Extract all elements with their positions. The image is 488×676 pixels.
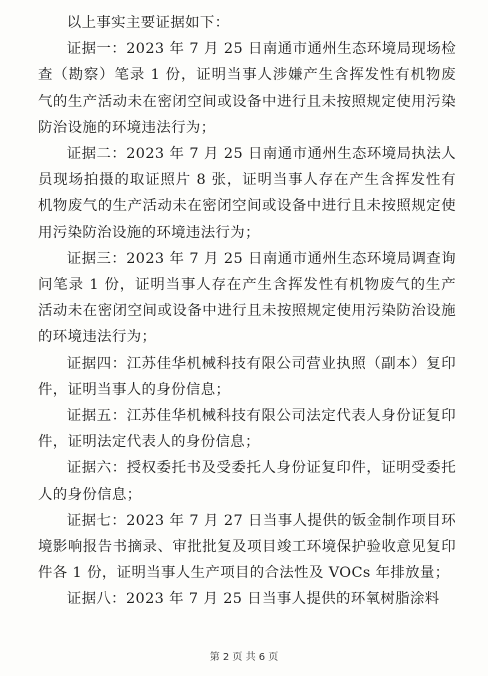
evidence-item-8: 证据八：2023 年 7 月 25 日当事人提供的环氧树脂涂料 bbox=[66, 591, 440, 608]
evidence-item-5: 证据五：江苏佳华机械科技有限公司法定代表人身份证复印件，证明法定代表人的身份信息； bbox=[38, 408, 456, 451]
evidence-item-7: 证据七：2023 年 7 月 27 日当事人提供的钣金制作项目环境影响报告书摘录、审批批复及项目竣工环境保护验收意见复印件各 1 份，证明当事人生产项目的合法性及 VOCs 年排放量； bbox=[38, 512, 456, 582]
evidence-item-2: 证据二：2023 年 7 月 25 日南通市通州生态环境局执法人员现场拍摄的取证照片 8 张，证明当事人存在产生含挥发性有机物废气的生产活动未在密闭空间或设备中进行且未按照规定使用污染防治设施的环境违法行为； bbox=[38, 146, 456, 241]
evidence-item-3: 证据三：2023 年 7 月 25 日南通市通州生态环境局调查询问笔录 1 份，证明当事人存在产生含挥发性有机物废气的生产活动未在密闭空间或设备中进行且未按照规定使用污染防治设施的环境违法行为； bbox=[38, 250, 456, 346]
document-body bbox=[38, 10, 456, 613]
evidence-item-1: 证据一：2023 年 7 月 25 日南通市通州生态环境局现场检查（勘察）笔录 1 份，证明当事人涉嫌产生含挥发性有机物废气的生产活动未在密闭空间或设备中进行且未按照规定使用污染防治设施的环境违法行为； bbox=[38, 41, 456, 136]
page-number: 第 2 页 共 6 页 bbox=[209, 652, 279, 663]
evidence-item-4: 证据四：江苏佳华机械科技有限公司营业执照（副本）复印件，证明当事人的身份信息； bbox=[38, 355, 456, 398]
evidence-item-6: 证据六：授权委托书及受委托人身份证复印件，证明受委托人的身份信息； bbox=[38, 460, 456, 503]
evidence-intro: 以上事实主要证据如下： bbox=[66, 15, 230, 31]
